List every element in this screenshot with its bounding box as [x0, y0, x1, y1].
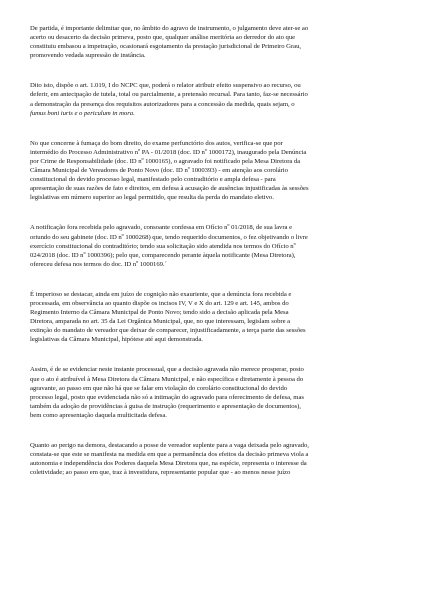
paragraph-assim	[30, 365, 413, 420]
text-line: Regimento Interno da Câmara Municipal de Ponto Novo; tendo sido a decisão aplicada pela Mesa	[30, 309, 289, 317]
text-line: acerto ou desacerto da decisão primeva, posto que, qualquer análise meritória ao derredor do ato que	[30, 34, 296, 42]
text-line: processo legal, posto que evidenciada não só a intimação do agravado para oferecimento de defesa, mas	[30, 393, 304, 401]
paragraph-notificacao	[30, 223, 413, 268]
text-line: ofereceu defesa nos termos do doc. ID nº 1000169.´	[30, 260, 167, 268]
text-line: É imperioso se destacar, ainda em juízo de cognição não exauriente, que a denúncia fora recebida e	[30, 290, 292, 298]
paragraph-efeito-suspensivo	[30, 81, 413, 117]
text-line: Dito isto, dispõe o art. 1.019, I do NCPC que, poderá o relator atribuir efeito suspensivo ao recurso, ou	[30, 82, 301, 90]
text-line: processada, em observância ao quanto dispõe os incisos IV, V e X do art. 129 e art. 145, ambos do	[30, 299, 289, 307]
text-line: Câmara Municipal de Vereadores de Ponto Novo (doc. ID nº 1000393) - em atenção aos corolário	[30, 167, 288, 175]
text-line: por Crime de Responsabilidade (doc. ID nº 1000165), o agravado foi notificado pela Mesa Diretora da	[30, 157, 301, 165]
text-line: No que concerne à fumaça do bom direito, do exame perfunctório dos autos, verifica-se que por	[30, 139, 283, 147]
text-line: a demonstração da presença dos requisitos autorizadores para a concessão da medida, quais sejam, o	[30, 100, 295, 108]
paragraph-fumaca-bom-direito	[30, 139, 413, 203]
paragraph-partida	[30, 24, 413, 60]
text-line: Assim, é de se evidenciar neste instante processual, que a decisão agravada não merece prosperar, posto	[30, 366, 304, 374]
text-line: apresentação de suas razões de fato e direitos, em defesa à acusação de ausências injustificadas às sessões	[30, 185, 309, 193]
text-line: autonomia e independência dos Poderes daquela Mesa Diretora que, na espécie, representa o interesse da	[30, 460, 307, 468]
text-line: extinção do mandato de vereador que deixar de comparecer, injustificadamente, a terça parte das sessões	[30, 327, 306, 335]
text-line: constituiu embasou a impetração, ocasionará esgotamento da prestação jurisdicional de Primeiro Grau,	[30, 43, 302, 51]
paragraph-imperioso	[30, 290, 413, 345]
text-line: 024/2018 (doc. ID nº 1000396); pelo que, comparecendo perante àquela notificante (Mesa Diretora),	[30, 251, 296, 259]
text-line: intermédio do Processo Administrativo nº PA - 01/2018 (doc. ID nº 1000172), inaugurado pela Denúncia	[30, 148, 307, 156]
text-line: agravante, ao passo em que não há que se falar em violação do corolário constitucional do devido	[30, 384, 288, 392]
text-line: promovendo vedada supressão de instância.	[30, 52, 146, 60]
text-line: deferir, em antecipação de tutela, total ou parcialmente, a pretensão recursal. Para tanto, faz-se necessário	[30, 91, 308, 99]
text-line: legislativas em número superior ao legal permitido, que resulta da perda do mandato eletivo.	[30, 194, 274, 202]
text-line: De partida, é importante delimitar que, no âmbito do agravo de instrumento, o julgamento deve ater-se ao	[30, 25, 309, 32]
text-line: legislativas da Câmara Municipal, hipótese até aqui demonstrada.	[30, 336, 203, 344]
text-line: Quanto ao perigo na demora, destacando a posse de vereador suplente para a vaga deixada pelo agravado,	[30, 442, 309, 449]
text-line: bem como apresentação daquela multicitada defesa.	[30, 411, 167, 419]
text-line: que o ato é atribuível à Mesa Diretora da Câmara Municipal, e não específica e diretamente à pessoa do	[30, 375, 304, 383]
text-line: coletividade; ao passo em que, traz à investidura, representante popular que - ao menos nesse juízo	[30, 469, 291, 477]
text-line: constata-se que este se manifesta na medida em que a permanência dos efeitos da decisão primeva viola a	[30, 451, 309, 459]
text-line: também da adoção de providências à guisa de instrução (requerimento e apresentação de documentos),	[30, 402, 301, 410]
paragraph-perigo-demora	[30, 441, 413, 477]
text-line: Diretora, amparada no art. 35 da Lei Orgânica Municipal, que, no que interessam, legislam sobre a	[30, 318, 291, 326]
text-line: constitucional do devido processo legal, manifestado pelo contraditório e ampla defesa - para	[30, 176, 276, 184]
text-line-italic: fumus boni iuris e o periculum in mora.	[30, 109, 135, 117]
text-line: oriundo do seu gabinete (doc. ID nº 1000268) que, tendo requerido documentos, o fez objetivando o livre	[30, 233, 308, 241]
text-line: A notificação fora recebida pelo agravado, consoante confessa em Ofício nº 01/2018, de sua lavra e	[30, 224, 293, 232]
text-line: exercício constitucional do contraditório; tendo sua solicitação sido atendida nos termos do Ofício nº	[30, 242, 296, 250]
